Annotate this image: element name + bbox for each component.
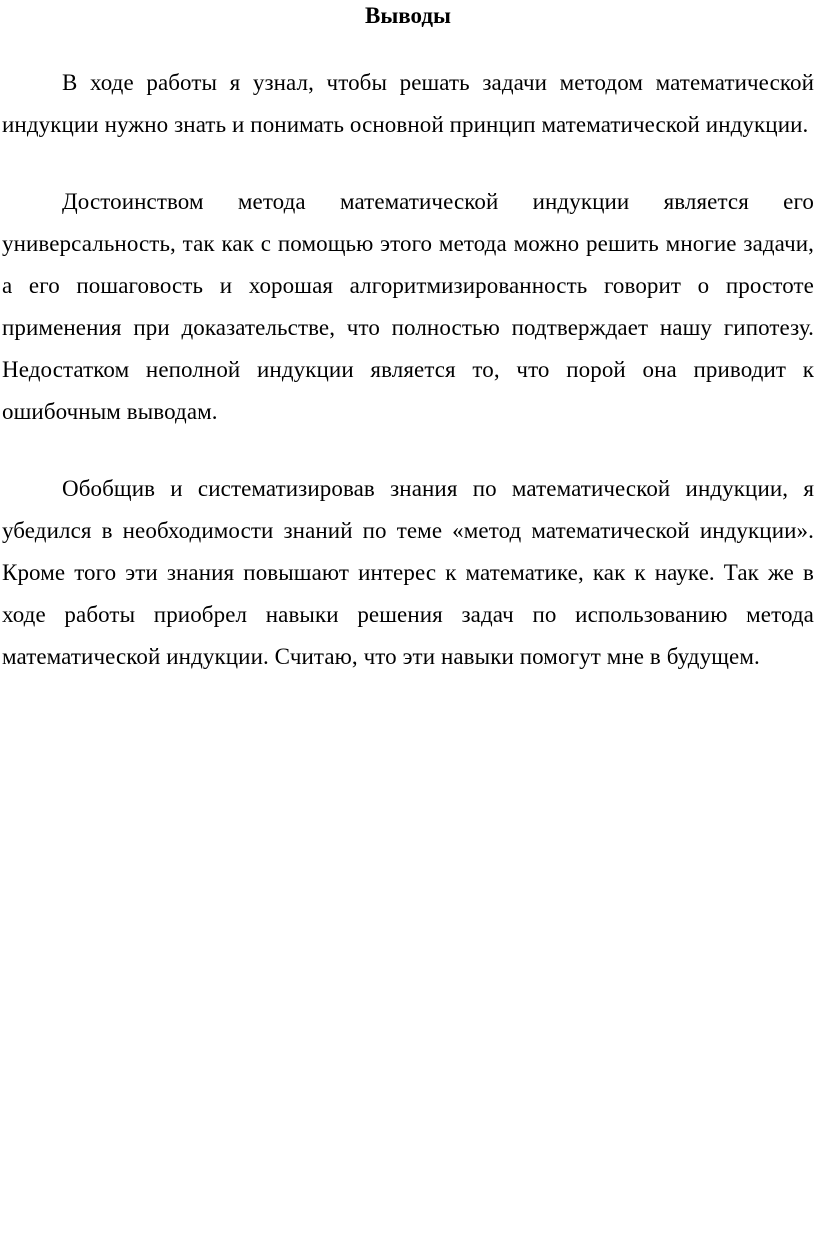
paragraph-1: В ходе работы я узнал, чтобы решать задачи методом математической индукции нужно знать и понимать основной принцип математической индукции. [2,70,814,137]
paragraph-2: Достоинством метода математической индукции является его универсальность, так как с помощью этого метода можно решить многие задачи, а его пошаговость и хорошая алгоритмизированность говорит о простоте применения при доказательстве, что полностью подтверждает нашу гипотезу. Недостатком неполной индукции является то, что порой она приводит к ошибочным выводам. [2,189,814,424]
document-body [2,62,814,713]
page-title: Выводы [365,3,451,28]
paragraph-3: Обобщив и систематизировав знания по математической индукции, я убедился в необходимости знаний по теме «метод математической индукции». Кроме того эти знания повышают интерес к математике, как к науке. Так же в ходе работы приобрел навыки решения задач по использованию метода математической индукции. Считаю, что эти навыки помогут мне в будущем. [2,476,814,669]
